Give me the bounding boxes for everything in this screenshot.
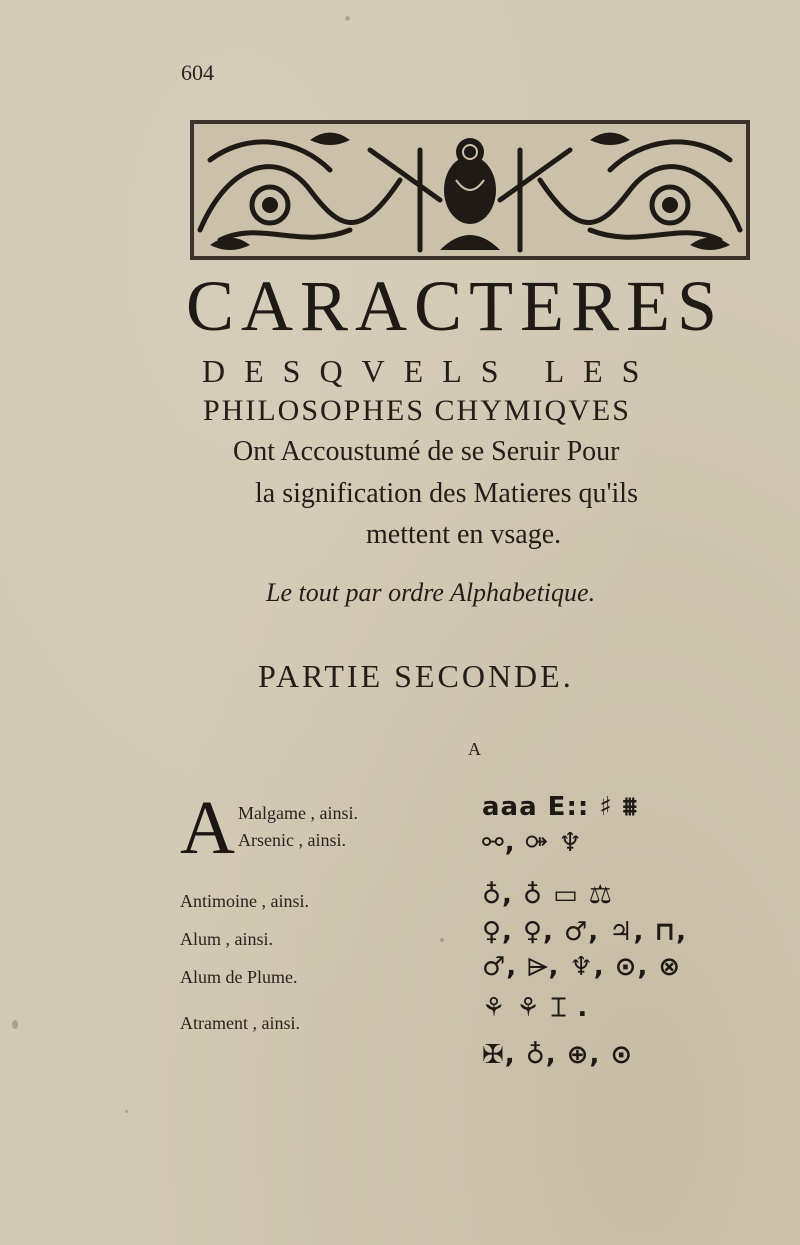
- symbols-antimoine: ♁, ♁ ▭ ⚖: [482, 880, 613, 910]
- part-heading: PARTIE SECONDE.: [258, 658, 574, 694]
- paper-speck: [125, 1110, 128, 1113]
- subtitle-line-1: DESQVELS LES: [202, 353, 659, 389]
- title-line-5: mettent en vsage.: [366, 519, 562, 550]
- drop-cap: A: [180, 786, 235, 870]
- paper-speck: [345, 16, 350, 21]
- page-number: 604: [181, 60, 214, 85]
- symbols-atrament-row-1: ⚘ ⚘ ⌶ .: [482, 993, 589, 1023]
- subtitle-line-2: PHILOSOPHES CHYMIQVES: [203, 394, 631, 427]
- page-title: CARACTERES: [186, 266, 725, 346]
- alphabetical-note: Le tout par ordre Alphabetique.: [266, 578, 596, 607]
- entry-amalgame: Malgame , ainsi.: [238, 803, 358, 823]
- entry-antimoine: Antimoine , ainsi.: [180, 891, 309, 911]
- section-letter: A: [468, 739, 481, 759]
- entry-atrament: Atrament , ainsi.: [180, 1013, 300, 1033]
- entry-alum: Alum , ainsi.: [180, 929, 273, 949]
- paper-speck: [12, 1020, 18, 1029]
- symbols-amalgame: aaa E:: ♯ ⩩: [482, 792, 638, 822]
- decorative-headpiece: [190, 120, 750, 260]
- title-line-3: Ont Accoustumé de se Seruir Pour: [233, 436, 620, 467]
- title-line-4: la signification des Matieres qu'ils: [255, 478, 638, 509]
- symbols-arsenic: ⚯, ⚩ ♆: [482, 828, 583, 858]
- entry-alum-de-plume: Alum de Plume.: [180, 967, 298, 987]
- symbols-alum-de-plume: ♂, ⌲, ♆, ⊙, ⊗: [482, 952, 682, 982]
- symbols-alum: ♀, ♀, ♂, ♃, ⊓,: [482, 917, 687, 947]
- symbols-atrament-row-2: ✠, ♁, ⊕, ⊙: [482, 1040, 634, 1070]
- paper-speck: [440, 938, 444, 942]
- entry-arsenic: Arsenic , ainsi.: [238, 830, 346, 850]
